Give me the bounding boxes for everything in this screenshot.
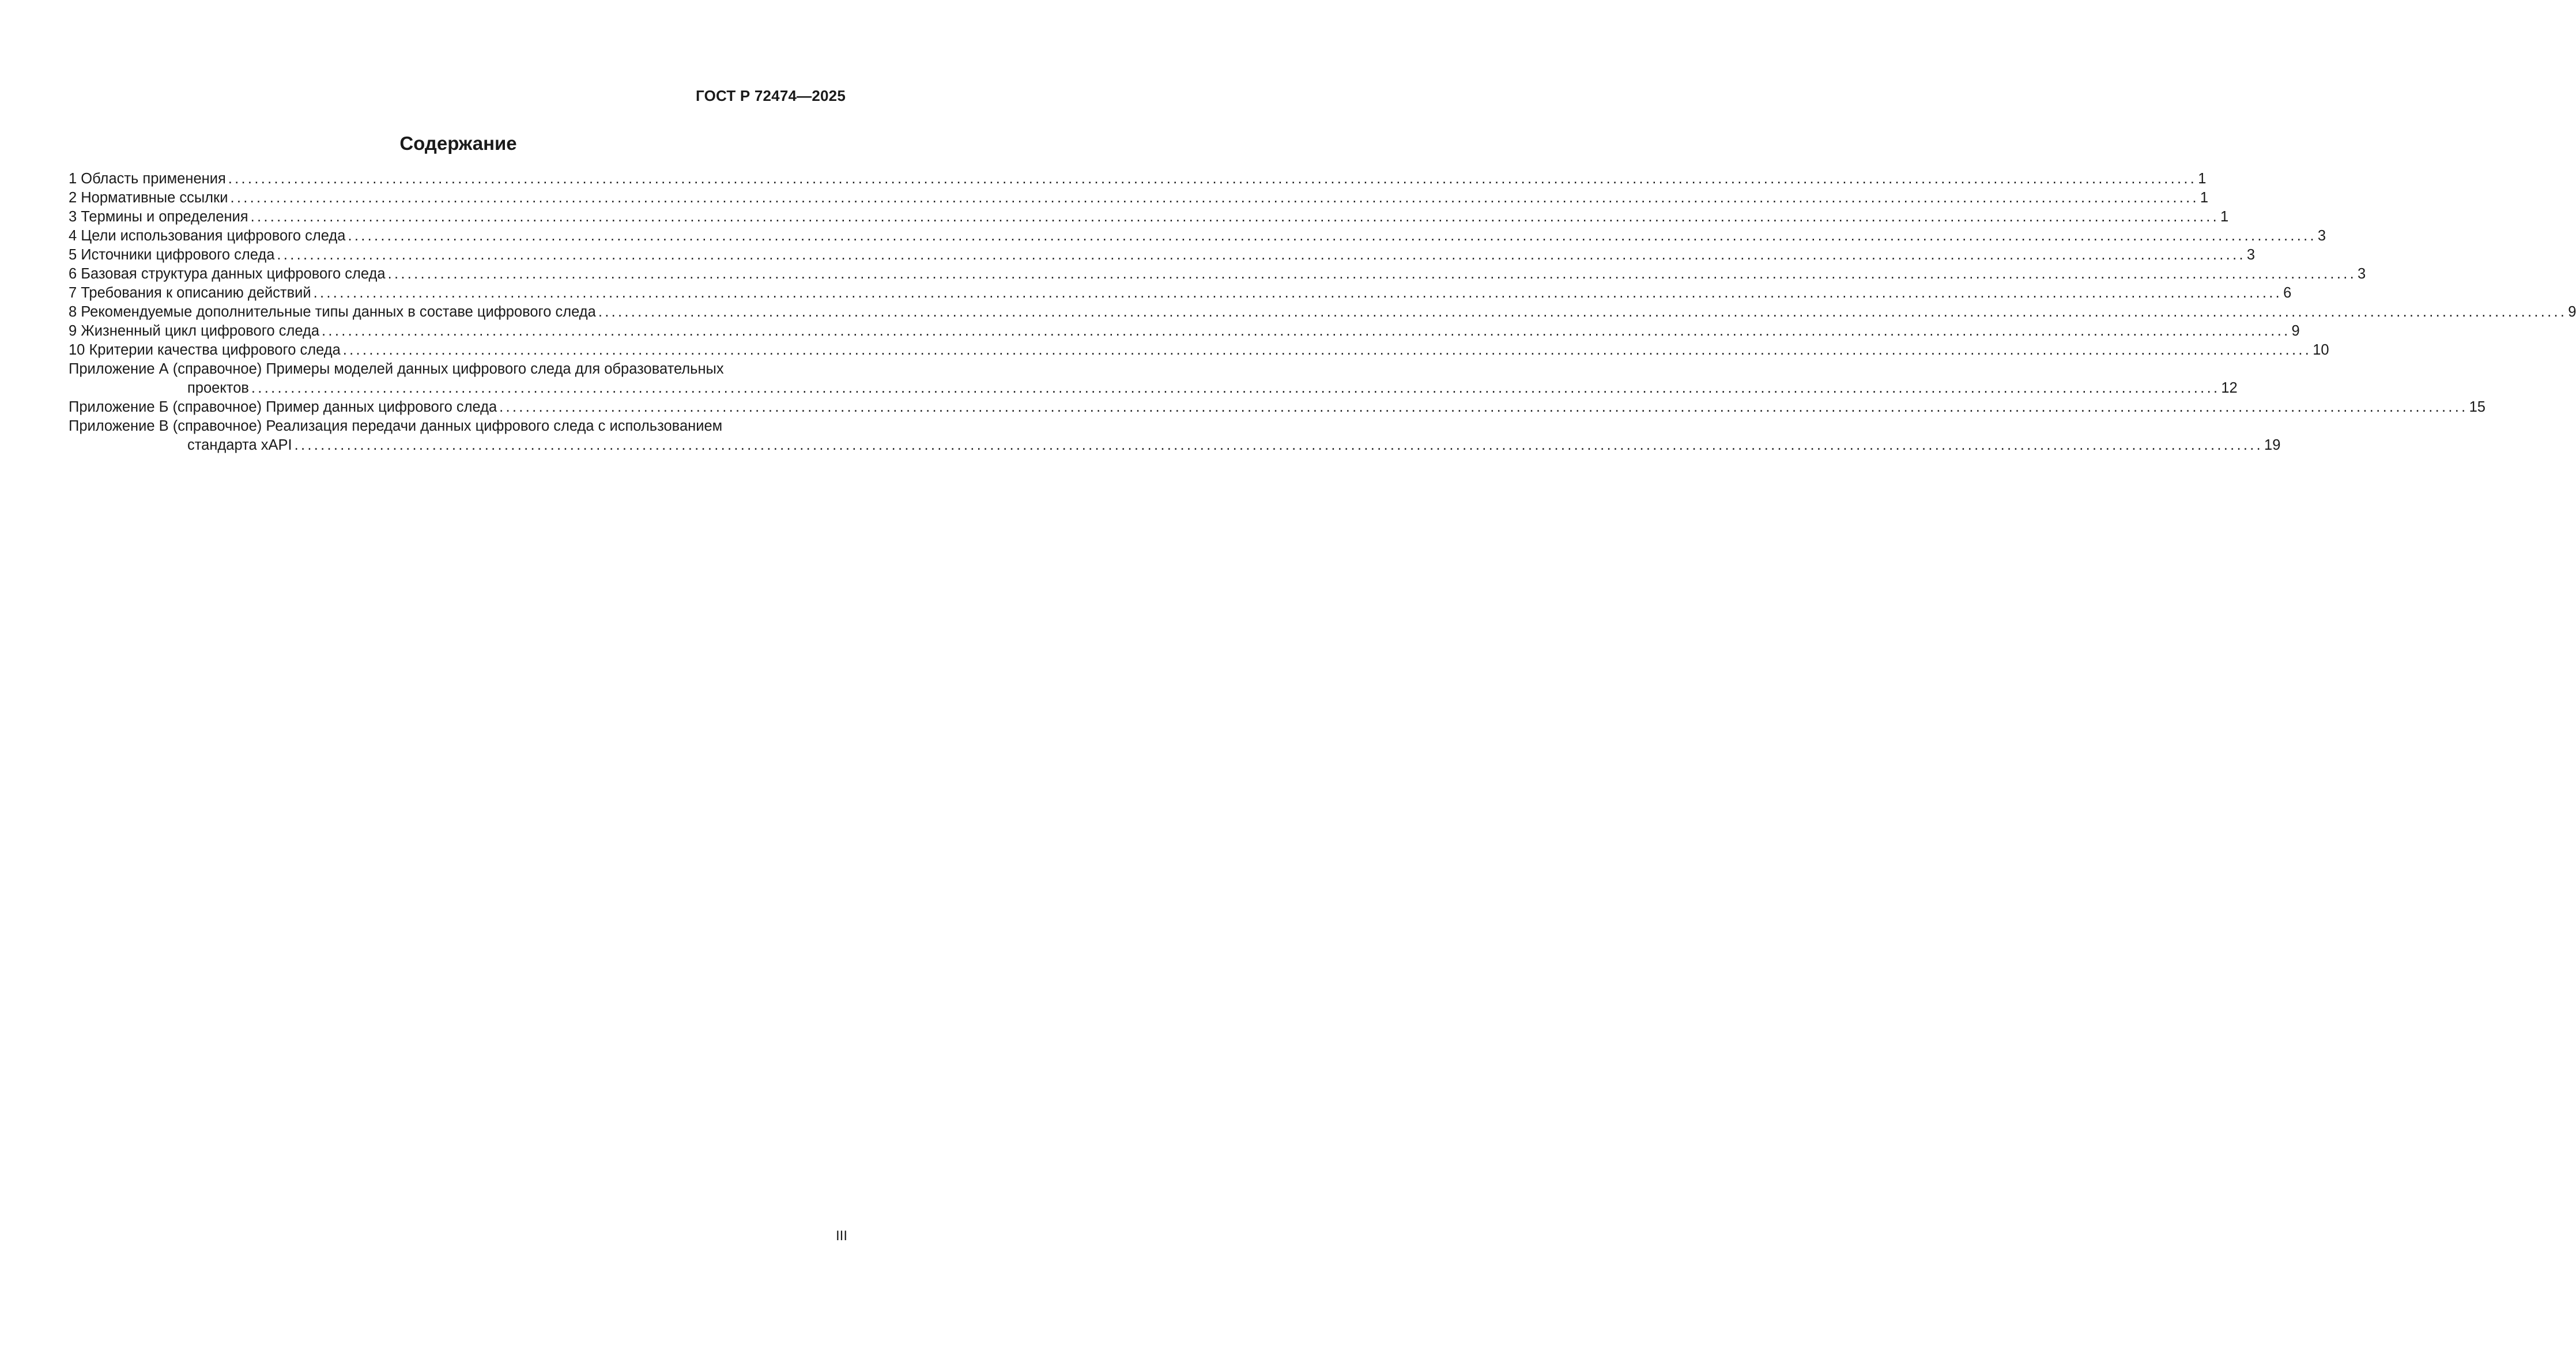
toc-entry-label: 1 Область применения — [69, 171, 226, 187]
toc-entry-label: 7 Требования к описанию действий — [69, 285, 311, 301]
toc-annex-v[interactable] — [69, 417, 2281, 455]
toc-annex-row — [69, 398, 2486, 417]
toc-entry-page: 12 — [2221, 380, 2238, 396]
dot-leader: ............................................................................................................................................................................................................................................................................................................ — [598, 304, 2567, 320]
toc-entry-page: 1 — [2220, 209, 2229, 225]
toc-entry-label: 5 Источники цифрового следа — [69, 247, 275, 263]
toc-entry-label: 2 Нормативные ссылки — [69, 190, 228, 206]
toc-entry[interactable] — [69, 227, 2326, 246]
toc-annex-row — [69, 436, 2281, 455]
dot-leader: ............................................................................................................................................................................................................................................................................................................ — [250, 209, 2219, 225]
dot-leader: ............................................................................................................................................................................................................................................................................................................ — [499, 399, 2468, 415]
dot-leader: ............................................................................................................................................................................................................................................................................................................ — [348, 228, 2317, 244]
toc-entry[interactable] — [69, 341, 2329, 360]
toc-entry[interactable] — [69, 246, 2256, 265]
toc-entry-page: 6 — [2283, 285, 2292, 301]
toc-entry-page: 3 — [2317, 228, 2326, 244]
toc-annex-heading: Приложение В (справочное) Реализация передачи данных цифрового следа с использованием — [69, 418, 723, 434]
toc-annex-row — [69, 379, 2238, 398]
toc-entry[interactable] — [69, 189, 2209, 208]
dot-leader: ............................................................................................................................................................................................................................................................................................................ — [228, 171, 2197, 187]
page-number: III — [835, 1228, 847, 1244]
dot-leader: ............................................................................................................................................................................................................................................................................................................ — [277, 247, 2246, 263]
toc-entry-label: 8 Рекомендуемые дополнительные типы данных в составе цифрового следа — [69, 304, 596, 320]
toc-entry-label: 4 Цели использования цифрового следа — [69, 228, 346, 244]
toc-entry[interactable] — [69, 322, 2300, 341]
toc-annex-a[interactable] — [69, 360, 2238, 398]
dot-leader: ............................................................................................................................................................................................................................................................................................................ — [230, 190, 2199, 206]
dot-leader: ............................................................................................................................................................................................................................................................................................................ — [342, 342, 2312, 358]
toc-entry-label: 10 Критерии качества цифрового следа — [69, 342, 341, 358]
toc-entry-page: 9 — [2568, 304, 2576, 320]
toc-entry-label: стандарта xAPI — [187, 437, 292, 453]
toc-entry-page: 19 — [2264, 437, 2281, 453]
toc-entry-page: 1 — [2198, 171, 2207, 187]
toc-entry[interactable] — [69, 303, 2576, 322]
toc-entry-label: проектов — [187, 380, 249, 396]
toc-title: Содержание — [399, 133, 517, 154]
toc-entry-page: 1 — [2200, 190, 2209, 206]
toc-entry-label: 6 Базовая структура данных цифрового следа — [69, 266, 386, 282]
toc-entry[interactable] — [69, 265, 2366, 284]
toc-entry[interactable] — [69, 170, 2207, 189]
toc-entry-label: 3 Термины и определения — [69, 209, 248, 225]
table-of-contents — [69, 170, 2576, 455]
dot-leader: ............................................................................................................................................................................................................................................................................................................ — [251, 380, 2220, 396]
toc-entry-page: 15 — [2469, 399, 2486, 415]
dot-leader: ............................................................................................................................................................................................................................................................................................................ — [322, 323, 2291, 339]
dot-leader: ............................................................................................................................................................................................................................................................................................................ — [387, 266, 2356, 282]
toc-annex-b[interactable] — [69, 398, 2486, 417]
toc-entry-label: 9 Жизненный цикл цифрового следа — [69, 323, 320, 339]
toc-entry-label: Приложение Б (справочное) Пример данных цифрового следа — [69, 399, 497, 415]
dot-leader: ............................................................................................................................................................................................................................................................................................................ — [313, 285, 2283, 301]
toc-entry-page: 3 — [2246, 247, 2256, 263]
toc-entry-page: 9 — [2291, 323, 2300, 339]
toc-entry[interactable] — [69, 284, 2292, 303]
toc-entry-page: 3 — [2357, 266, 2366, 282]
document-code: ГОСТ Р 72474—2025 — [696, 87, 846, 104]
toc-annex-heading: Приложение А (справочное) Примеры моделей данных цифрового следа для образовательных — [69, 361, 724, 377]
toc-entry-page: 10 — [2313, 342, 2329, 358]
dot-leader: ............................................................................................................................................................................................................................................................................................................ — [294, 437, 2264, 453]
toc-entry[interactable] — [69, 208, 2229, 227]
